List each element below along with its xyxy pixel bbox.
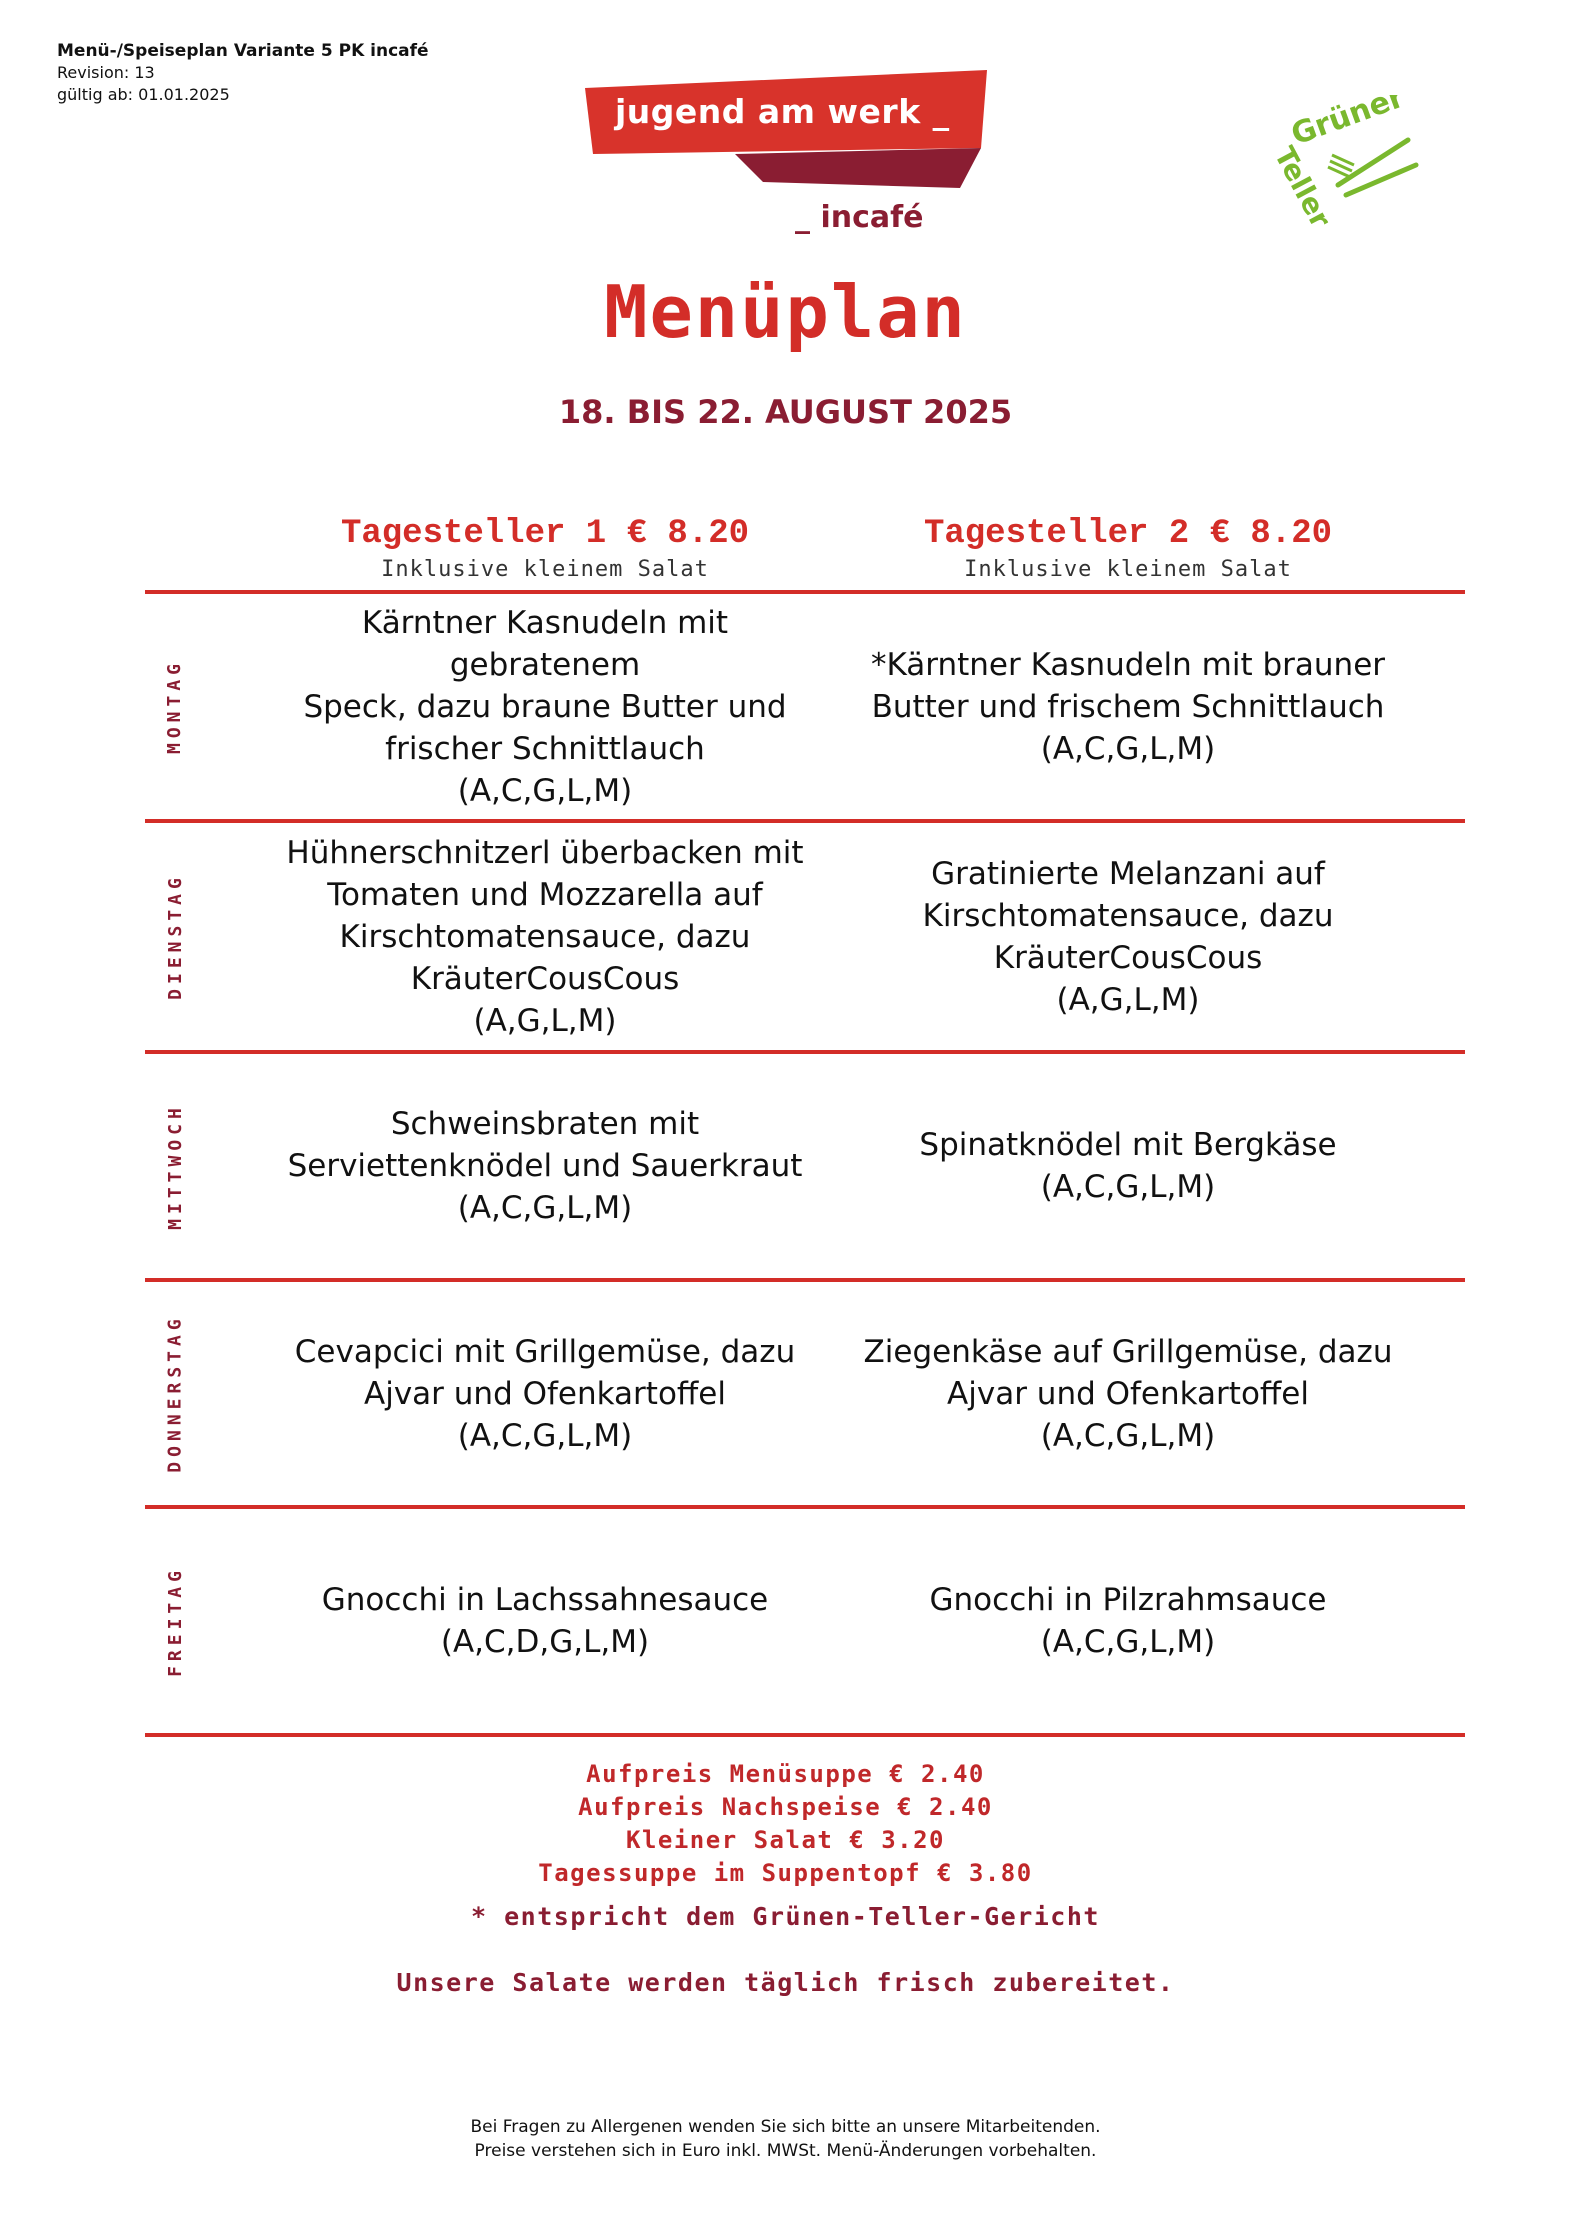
day-label-dienstag [155,823,195,1050]
extra-item: Tagessuppe im Suppentopf € 3.80 [538,1859,1033,1887]
brand-logo [585,70,995,245]
menu-cell-freitag-2 [848,1509,1408,1733]
dish-line: Speck, dazu braune Butter und [303,688,787,725]
day-label-mittwoch [155,1054,195,1278]
divider [145,1733,1465,1737]
dish-line: Ziegenkäse auf Grillgemüse, dazu [863,1333,1393,1370]
footer-line: Preise verstehen sich in Euro inkl. MWSt. Menü-Änderungen vorbehalten. [474,2141,1097,2161]
salad-note: Unsere Salate werden täglich frisch zubereitet. [396,1968,1175,1997]
column-header-1 [265,515,825,582]
day-label-donnerstag [155,1282,195,1505]
footer-line: Bei Fragen zu Allergenen wenden Sie sich bitte an unsere Mitarbeitenden. [470,2117,1101,2137]
allergen-codes: (A,G,L,M) [473,1002,617,1039]
allergen-codes: (A,G,L,M) [1056,981,1200,1018]
document-title: Menü-/Speiseplan Variante 5 PK incafé [57,41,429,61]
dish-line: Tomaten und Mozzarella auf [327,876,763,913]
menu-cell-montag-2 [848,594,1408,819]
column-title-2: Tagesteller 2 € 8.20 [923,515,1333,553]
document-meta [57,40,429,106]
day-label-text: MITTWOCH [164,1102,186,1230]
allergen-codes: (A,C,G,L,M) [457,1417,633,1454]
day-label-freitag [155,1509,195,1733]
dish-line: *Kärntner Kasnudeln mit brauner [870,646,1386,683]
dish-line: Ajvar und Ofenkartoffel [947,1375,1309,1412]
dish-line: Kirschtomatensauce, dazu [339,918,751,955]
dish-line: Serviettenknödel und Sauerkraut [287,1148,803,1184]
revision-label: Revision: 13 [57,63,155,82]
dish-line: Gnocchi in Pilzrahmsauce [929,1582,1327,1618]
extra-item: Aufpreis Menüsuppe € 2.40 [586,1760,985,1788]
allergen-codes: (A,C,G,L,M) [1040,730,1216,767]
gruener-teller-logo [1268,95,1443,235]
column-title-1: Tagesteller 1 € 8.20 [340,515,750,553]
day-label-text: DIENSTAG [164,873,186,1000]
extras-list [0,1758,1571,1890]
column-subtitle-1: Inklusive kleinem Salat [381,557,709,582]
allergen-codes: (A,C,G,L,M) [457,1190,633,1226]
allergen-codes: (A,C,G,L,M) [1040,1417,1216,1454]
dish-line: Kirschtomatensauce, dazu [922,897,1334,934]
page-title: Menüplan [604,270,967,354]
column-header-2 [848,515,1408,582]
dish-line: Butter und frischem Schnittlauch [871,688,1385,725]
badge-line2: Teller [1268,141,1338,234]
gruener-teller-note: * entspricht dem Grünen-Teller-Gericht [471,1902,1100,1931]
allergen-codes: (A,C,G,L,M) [1040,1624,1216,1660]
menu-cell-freitag-1 [265,1509,825,1733]
dish-line: Ajvar und Ofenkartoffel [364,1375,726,1412]
allergen-codes: (A,C,G,L,M) [1040,1169,1216,1205]
menu-cell-mittwoch-1 [265,1054,825,1278]
allergen-codes: (A,C,G,L,M) [457,772,633,809]
day-label-text: DONNERSTAG [164,1314,186,1473]
dish-line: Spinatknödel mit Bergkäse [919,1127,1337,1163]
menu-cell-donnerstag-1 [265,1282,825,1505]
dish-line: frischer Schnittlauch [385,730,705,767]
menu-cell-mittwoch-2 [848,1054,1408,1278]
dish-line: Hühnerschnitzerl überbacken mit [286,834,804,871]
menu-cell-dienstag-2 [848,823,1408,1050]
day-label-text: MONTAG [164,658,186,755]
date-range: 18. BIS 22. AUGUST 2025 [558,393,1013,431]
dish-line: KräuterCousCous [993,939,1263,976]
menu-cell-montag-1 [265,594,825,819]
column-subtitle-2: Inklusive kleinem Salat [964,557,1292,582]
allergen-codes: (A,C,D,G,L,M) [440,1624,650,1660]
dish-line: KräuterCousCous [410,960,680,997]
menu-cell-donnerstag-2 [848,1282,1408,1505]
fork-knife-icon [1268,95,1443,235]
badge-line1: Grüner [1286,95,1409,153]
footer [0,2115,1571,2163]
dish-line: Cevapcici mit Grillgemüse, dazu [294,1333,796,1370]
menu-cell-dienstag-1 [265,823,825,1050]
dish-line: Gnocchi in Lachssahnesauce [321,1582,769,1618]
dish-line: Kärntner Kasnudeln mit gebratenem [361,604,729,683]
day-label-text: FREITAG [164,1565,186,1677]
day-label-montag [155,594,195,819]
dish-line: Schweinsbraten mit [390,1106,700,1142]
dish-line: Gratinierte Melanzani auf [931,855,1325,892]
valid-from-label: gültig ab: 01.01.2025 [57,85,230,104]
brand-logo-sub: _ incafé [795,200,924,235]
extra-item: Kleiner Salat € 3.20 [626,1826,945,1854]
brand-logo-text: jugend am werk _ [615,92,950,131]
extra-item: Aufpreis Nachspeise € 2.40 [578,1793,993,1821]
